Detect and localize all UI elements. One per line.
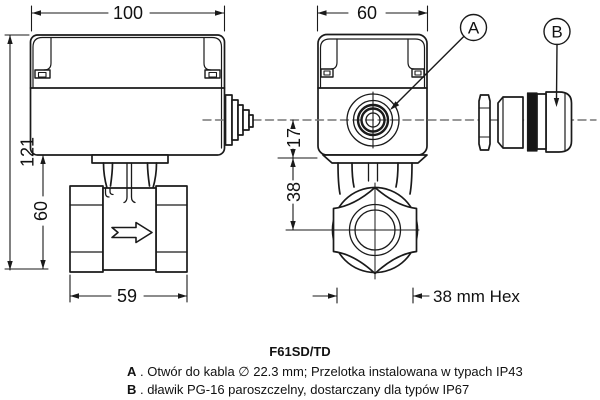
callout-b-label: B <box>551 22 563 42</box>
callout-a-label: A <box>467 18 480 38</box>
mounting-flange-side <box>323 155 427 163</box>
dim-60-side: 60 <box>356 3 378 23</box>
dim-38: 38 <box>284 181 304 203</box>
note-a <box>127 364 523 380</box>
gland-cap <box>546 92 572 152</box>
gland-locknut <box>479 95 490 150</box>
dim-121: 121 <box>17 136 38 168</box>
dim-100: 100 <box>112 3 144 23</box>
model-title: F61SD/TD <box>269 344 331 359</box>
note-b-text: . dławik PG-16 paroszczelny, dostarczany dla typów IP67 <box>140 382 470 397</box>
dim-17: 17 <box>284 127 304 149</box>
front-view-valve <box>70 155 187 272</box>
pipe-end-right <box>156 186 187 272</box>
side-view-valve <box>286 155 427 279</box>
gland-body <box>498 97 523 148</box>
gland-flange <box>528 93 538 151</box>
note-a-text: . Otwór do kabla ∅ 22.3 mm; Przelotka instalowana w typach IP43 <box>140 364 523 379</box>
front-view-actuator-housing <box>31 35 225 155</box>
dim-hex: 38 mm Hex <box>433 287 520 306</box>
manual-override-shaft <box>226 95 254 145</box>
dim-60-valve: 60 <box>31 200 51 222</box>
pipe-end-left <box>70 186 103 272</box>
mounting-flange <box>92 155 168 163</box>
note-b <box>127 382 469 397</box>
note-b-label: B <box>127 382 137 397</box>
dim-59: 59 <box>116 286 138 306</box>
note-a-label: A <box>127 364 137 379</box>
